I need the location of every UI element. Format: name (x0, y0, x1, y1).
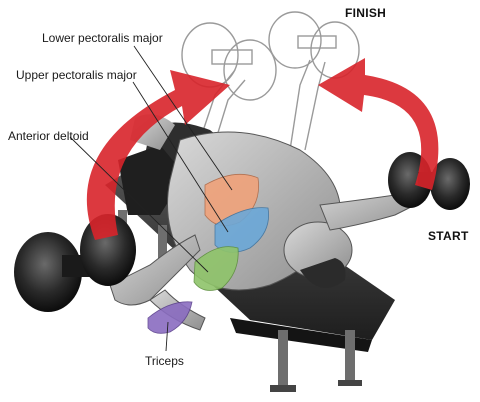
label-triceps: Triceps (145, 354, 184, 368)
label-finish: FINISH (345, 6, 387, 20)
triceps (148, 302, 192, 334)
label-lower-pectoralis-major: Lower pectoralis major (42, 31, 163, 45)
label-upper-pectoralis-major: Upper pectoralis major (16, 68, 137, 82)
label-start: START (428, 229, 469, 243)
motion-arrow-right (318, 58, 438, 190)
label-anterior-deltoid: Anterior deltoid (8, 129, 89, 143)
